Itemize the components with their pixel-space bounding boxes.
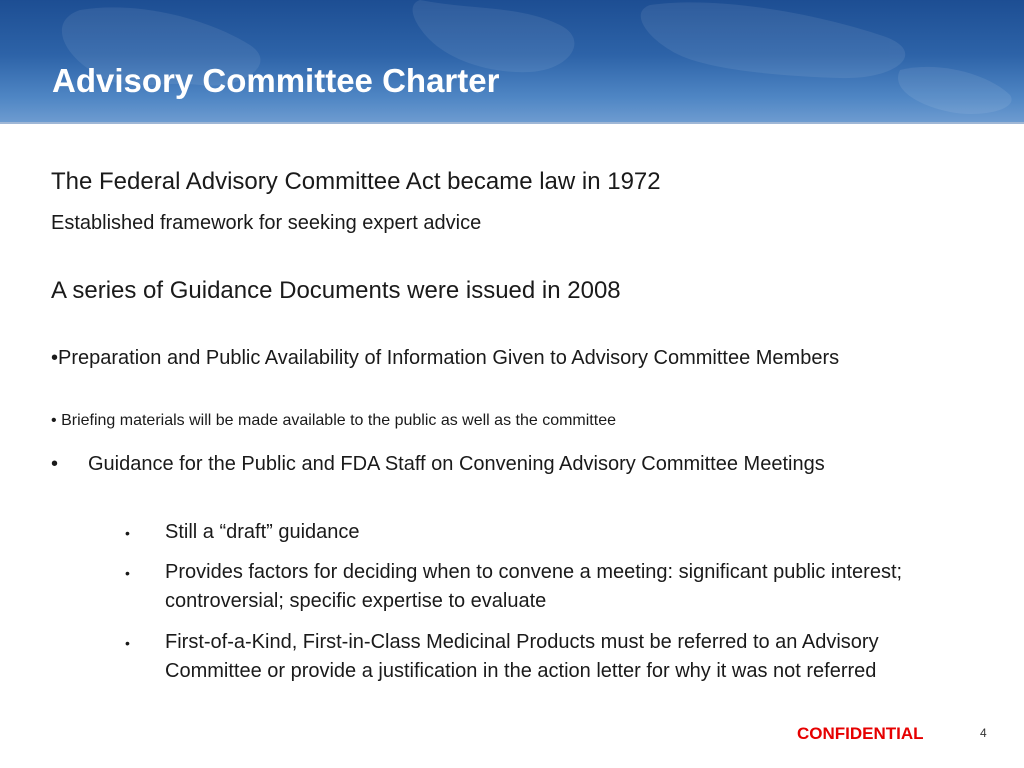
- sub-bullet-text: First-of-a-Kind, First-in-Class Medicinal Products must be referred to an Advisory Committee or provide a justification in the action letter for why it was not referred: [165, 631, 879, 682]
- sub-bullet-icon: •: [125, 565, 130, 581]
- sub-bullet-icon: •: [125, 525, 130, 541]
- banner-divider: [0, 122, 1024, 124]
- world-map-graphic: [0, 0, 1024, 122]
- subheading-framework: Established framework for seeking expert advice: [51, 212, 482, 234]
- sub-bullet-text: Still a “draft” guidance: [165, 521, 360, 543]
- bullet-icon: •: [51, 412, 57, 429]
- page-title: Advisory Committee Charter: [52, 62, 500, 99]
- sub-bullet-factors: [125, 558, 975, 616]
- bullet-briefing-materials: [51, 412, 616, 430]
- bullet-icon: •: [51, 453, 59, 475]
- bullet-briefing-text: Briefing materials will be made available to the public as well as the committee: [61, 412, 616, 429]
- page-number: 4: [980, 726, 987, 740]
- confidential-label: CONFIDENTIAL: [797, 724, 924, 743]
- heading-guidance-documents: A series of Guidance Documents were issued in 2008: [51, 277, 621, 304]
- title-banner: [0, 0, 1024, 122]
- sub-bullet-draft: [125, 518, 975, 547]
- bullet-guidance-convening: [51, 450, 911, 479]
- sub-bullet-icon: •: [125, 635, 130, 651]
- sub-bullet-first-of-a-kind: [125, 628, 975, 686]
- guidance-item-preparation: •Preparation and Public Availability of Information Given to Advisory Committee Members: [51, 347, 840, 369]
- sub-bullet-text: Provides factors for deciding when to convene a meeting: significant public interest; controversial; specific expertise to evaluate: [165, 561, 903, 612]
- bullet-guidance-text: Guidance for the Public and FDA Staff on Convening Advisory Committee Meetings: [88, 453, 825, 475]
- heading-fac-act: The Federal Advisory Committee Act became law in 1972: [51, 168, 661, 195]
